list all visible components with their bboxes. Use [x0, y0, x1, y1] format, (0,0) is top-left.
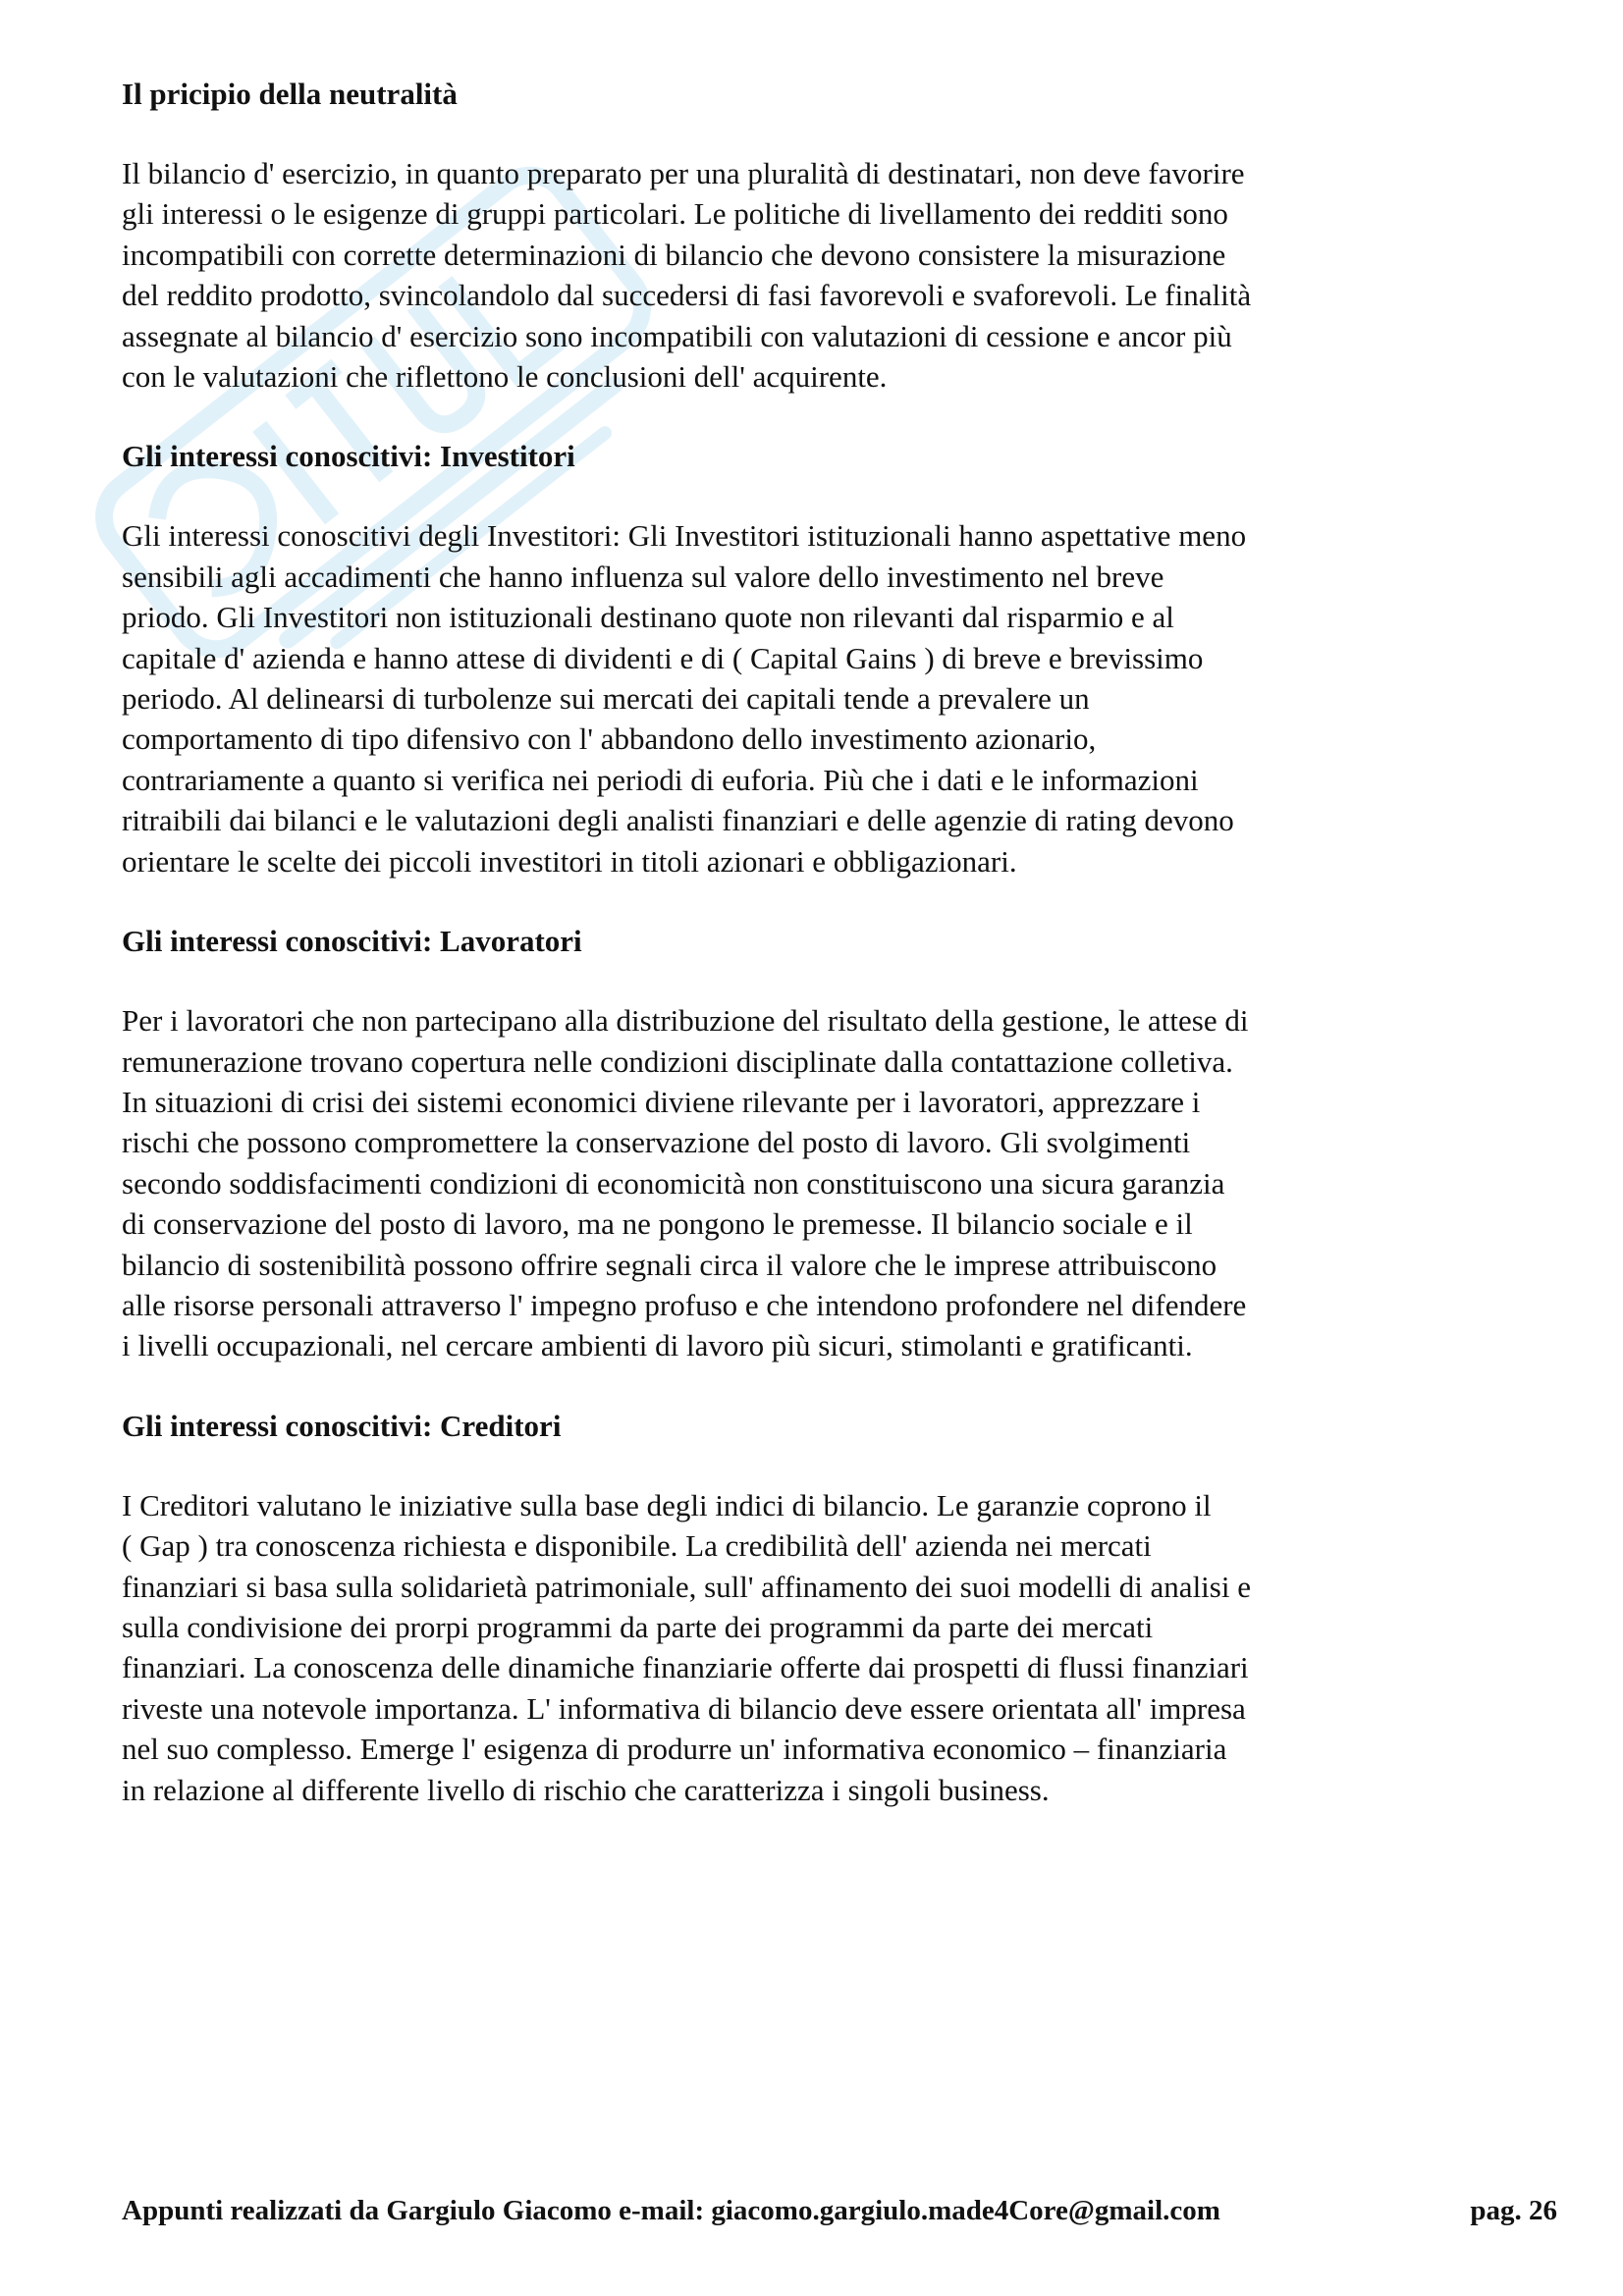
section-paragraph: Il bilancio d' esercizio, in quanto preparato per una pluralità di destinatari, non deve favorire gli interessi o le esigenze di gruppi particolari. Le politiche di livellamento dei redditi sono incompatibili con corrette determinazioni di bilancio che devono consistere la misurazione del reddito prodotto, svincolandolo dal succedersi di fasi favorevoli e svaforevoli. Le finalità assegnate al bilancio d' esercizio sono incompatibili con valutazioni di cessione e ancor più con le valutazioni che riflettono le conclusioni dell' acquirente.	[122, 156, 1252, 395]
page-number: pag. 26	[1470, 2195, 1557, 2226]
document-body	[122, 75, 1457, 1850]
page-footer	[122, 2193, 1557, 2228]
section-lavoratori	[122, 922, 1457, 1366]
section-heading: Gli interessi conoscitivi: Lavoratori	[122, 924, 582, 959]
section-paragraph: Gli interessi conoscitivi degli Investitori: Gli Investitori istituzionali hanno aspettative meno sensibili agli accadimenti che hanno influenza sul valore dello investimento nel breve priodo. Gli Investitori non istituzionali destinano quote non rilevanti dal risparmio e al capitale d' azienda e hanno attese di dividenti e di ( Capital Gains ) di breve e brevissimo periodo. Al delinearsi di turbolenze sui mercati dei capitali tende a prevalere un comportamento di tipo difensivo con l' abbandono dello investimento azionario, contrariamente a quanto si verifica nei periodi di euforia. Più che i dati e le informazioni ritraibili dai bilanci e le valutazioni degli analisti finanziari e delle agenzie di rating devono orientare le scelte dei piccoli investitori in titoli azionari e obbligazionari.	[122, 518, 1247, 879]
section-creditori	[122, 1407, 1457, 1810]
section-heading: Il pricipio della neutralità	[122, 77, 458, 111]
section-investitori	[122, 437, 1457, 881]
section-heading: Gli interessi conoscitivi: Creditori	[122, 1408, 562, 1443]
section-heading: Gli interessi conoscitivi: Investitori	[122, 439, 575, 474]
section-neutralita	[122, 75, 1457, 397]
footer-author-text: Appunti realizzati da Gargiulo Giacomo e-mail: giacomo.gargiulo.made4Core@gmail.com	[122, 2195, 1220, 2226]
section-paragraph: Per i lavoratori che non partecipano alla distribuzione del risultato della gestione, le attese di remunerazione trovano copertura nelle condizioni disciplinate dalla contattazione colletiva. In situazioni di crisi dei sistemi economici diviene rilevante per i lavoratori, apprezzare i rischi che possono compromettere la conservazione del posto di lavoro. Gli svolgimenti secondo soddisfacimenti condizioni di economicità non constituiscono una sicura garanzia di conservazione del posto di lavoro, ma ne pongono le premesse. Il bilancio sociale e il bilancio di sostenibilità possono offrire segnali circa il valore che le imprese attribuiscono alle risorse personali attraverso l' impegno profuso e che intendono profondere nel difendere i livelli occupazionali, nel cercare ambienti di lavoro più sicuri, stimolanti e gratificanti.	[122, 1003, 1249, 1363]
section-paragraph: I Creditori valutano le iniziative sulla base degli indici di bilancio. Le garanzie coprono il ( Gap ) tra conoscenza richiesta e disponibile. La credibilità dell' azienda nei mercati finanziari si basa sulla solidarietà patrimoniale, sull' affinamento dei suoi modelli di analisi e sulla condivisione dei prorpi programmi da parte dei programmi da parte dei mercati finanziari. La conoscenza delle dinamiche finanziarie offerte dai prospetti di flussi finanziari riveste una notevole importanza. L' informativa di bilancio deve essere orientata all' impresa nel suo complesso. Emerge l' esigenza di produrre un' informativa economico – finanziaria in relazione al differente livello di rischio che caratterizza i singoli business.	[122, 1487, 1251, 1807]
